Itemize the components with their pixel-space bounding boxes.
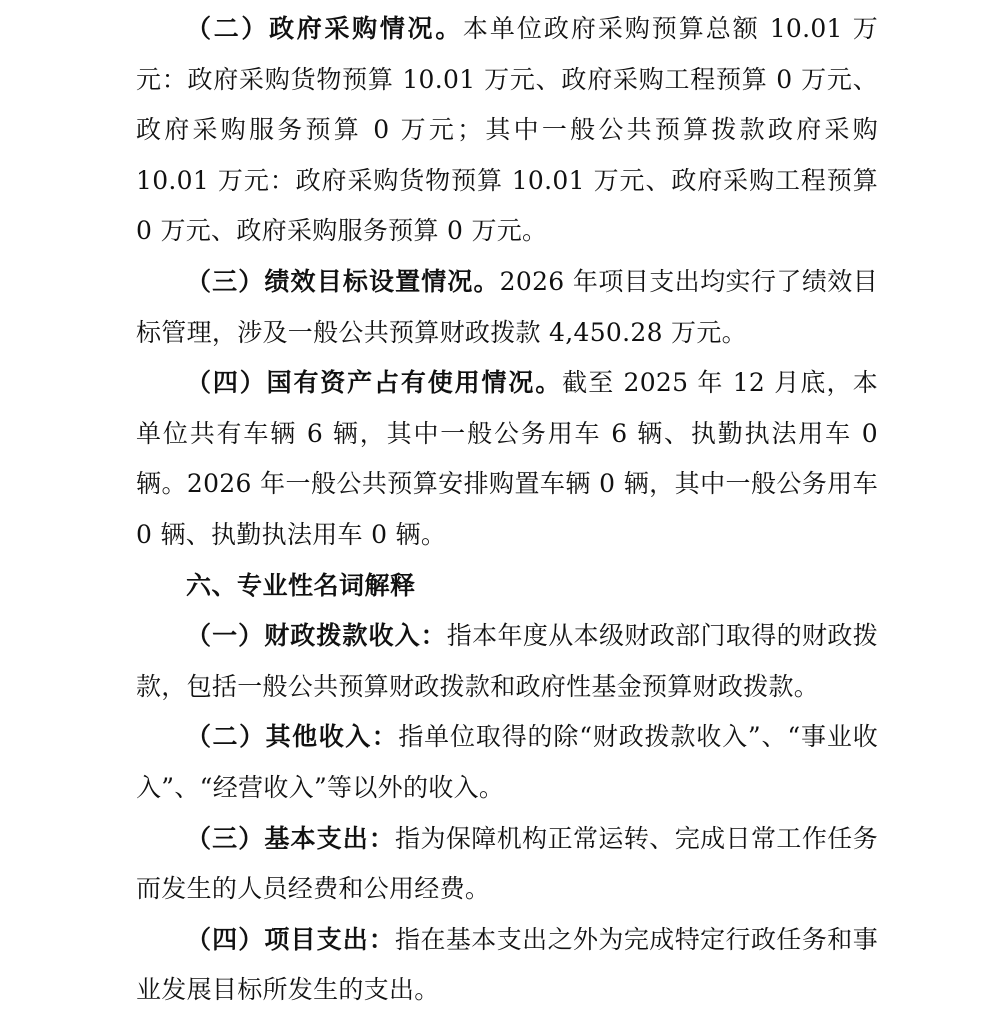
definition-basic-expenditure	[136, 814, 878, 915]
paragraph-text: 2026 年项目支出均实行了绩效目标管理，涉及一般公共预算财政拨款 4,450.28 万元。	[136, 266, 878, 347]
paragraph-performance-targets	[136, 257, 878, 358]
section-heading: 六、专业性名词解释	[186, 570, 416, 600]
definition-term: （二）其他收入：	[186, 722, 399, 752]
paragraph-state-assets	[136, 358, 878, 560]
paragraph-text: 本单位政府采购预算总额 10.01 万元：政府采购货物预算 10.01 万元、政府采购工程预算 0 万元、政府采购服务预算 0 万元；其中一般公共预算拨款政府采购 10.01 万元：政府采购货物预算 10.01 万元、政府采购工程预算 0 万元、政府采购服务预算 0 万元。	[136, 14, 878, 246]
definition-term: （四）项目支出：	[186, 924, 396, 954]
definition-term: （三）基本支出：	[186, 823, 396, 853]
definition-fiscal-appropriation-income	[136, 611, 878, 712]
paragraph-lead: （四）国有资产占有使用情况。	[186, 368, 563, 398]
definition-project-expenditure	[136, 915, 878, 1016]
document-page	[136, 4, 878, 1016]
paragraph-lead: （二）政府采购情况。	[186, 14, 463, 43]
paragraph-government-procurement	[136, 4, 878, 257]
definition-text: 指为保障机构正常运转、完成日常工作任务而发生的人员经费和公用经费。	[136, 823, 878, 904]
definition-text: 指在基本支出之外为完成特定行政任务和事业发展目标所发生的支出。	[136, 924, 878, 1005]
definition-text: 指单位取得的除“财政拨款收入”、“事业收入”、“经营收入”等以外的收入。	[136, 722, 878, 802]
paragraph-text: 截至 2025 年 12 月底，本单位共有车辆 6 辆，其中一般公务用车 6 辆、执勤执法用车 0 辆。2026 年一般公共预算安排购置车辆 0 辆，其中一般公务用车 0 辆、执勤执法用车 0 辆。	[136, 368, 878, 549]
definition-other-income	[136, 712, 878, 813]
definition-text: 指本年度从本级财政部门取得的财政拨款，包括一般公共预算财政拨款和政府性基金预算财政拨款。	[136, 621, 878, 701]
definition-term: （一）财政拨款收入：	[186, 621, 447, 651]
paragraph-lead: （三）绩效目标设置情况。	[186, 266, 500, 296]
